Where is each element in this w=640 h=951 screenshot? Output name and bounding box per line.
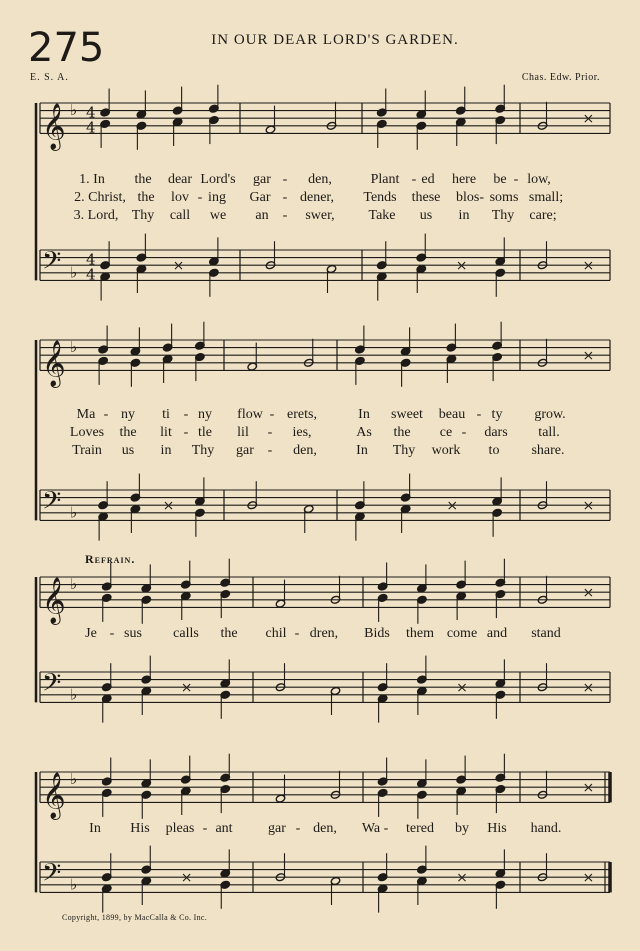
- quarter-rest-icon: ×: [446, 497, 459, 514]
- syllable: these: [411, 190, 441, 205]
- syllable: Je: [85, 626, 97, 641]
- flat-sign: ♭: [70, 575, 78, 594]
- syllable: -: [294, 626, 300, 641]
- syllable: an: [255, 208, 269, 223]
- syllable: erets,: [287, 407, 317, 422]
- syllable: the: [393, 425, 411, 440]
- syllable: sus: [124, 626, 142, 641]
- quarter-rest-icon: ×: [172, 257, 185, 274]
- syllable: calls: [173, 626, 199, 641]
- treble-clef: 𝄞: [42, 577, 66, 624]
- syllable: ny: [198, 407, 212, 422]
- syllable: In: [89, 821, 101, 836]
- syllable: ing: [208, 190, 226, 205]
- copyright-notice: Copyright, 1899, by MacCalla & Co. Inc.: [62, 913, 208, 922]
- syllable: dener,: [299, 190, 335, 205]
- syllable: the: [119, 425, 137, 440]
- quarter-rest-icon: ×: [582, 869, 595, 886]
- syllable: -: [183, 407, 189, 422]
- syllable: 3. Lord,: [73, 208, 119, 223]
- quarter-rest-icon: ×: [456, 679, 468, 696]
- syllable: -: [513, 172, 519, 187]
- syllable: here: [451, 172, 477, 187]
- syllable: -: [183, 425, 189, 440]
- syllable: -: [103, 407, 109, 422]
- syllable: blos-: [456, 190, 484, 205]
- quarter-rest-icon: ×: [582, 584, 595, 601]
- syllable: In: [358, 407, 370, 422]
- syllable: Thy: [491, 208, 515, 223]
- syllable: beau: [438, 407, 466, 422]
- syllable: -: [282, 172, 288, 187]
- syllable: lit: [160, 425, 172, 440]
- syllable: be: [493, 172, 507, 187]
- tune-attribution: E. S. A.: [30, 72, 69, 83]
- syllable: ny: [121, 407, 135, 422]
- syllable: care;: [529, 208, 557, 223]
- bass-clef: 𝄢: [42, 246, 62, 282]
- syllable: grow.: [534, 407, 566, 422]
- quarter-rest-icon: ×: [162, 497, 175, 514]
- quarter-rest-icon: ×: [582, 779, 595, 796]
- quarter-rest-icon: ×: [180, 869, 193, 886]
- flat-sign: ♭: [70, 101, 78, 120]
- syllable: Plant: [370, 172, 400, 187]
- syllable: Loves: [69, 425, 105, 440]
- flat-sign: ♭: [70, 503, 78, 522]
- time-sig-top: 4: [86, 250, 96, 269]
- syllable: Train: [72, 443, 102, 458]
- syllable: ies,: [292, 425, 312, 440]
- treble-clef: 𝄞: [42, 340, 66, 387]
- syllable: Thy: [131, 208, 155, 223]
- quarter-rest-icon: ×: [582, 257, 595, 274]
- syllable: -: [476, 407, 482, 422]
- syllable: them: [406, 626, 434, 641]
- syllable: His: [487, 821, 507, 836]
- syllable: -: [383, 821, 389, 836]
- syllable: -: [267, 443, 273, 458]
- syllable: dear: [167, 172, 193, 187]
- syllable: dars: [484, 425, 508, 440]
- syllable: gar: [236, 443, 254, 458]
- refrain-label: Refrain.: [85, 552, 136, 566]
- syllable: tle: [198, 425, 212, 440]
- syllable: small;: [528, 190, 564, 205]
- syllable: Lord's: [200, 172, 236, 187]
- syllable: His: [130, 821, 150, 836]
- syllable: ed: [421, 172, 435, 187]
- syllable: swer,: [305, 208, 335, 223]
- syllable: -: [202, 821, 208, 836]
- syllable: Gar: [249, 190, 271, 205]
- treble-clef: 𝄞: [42, 103, 66, 150]
- quarter-rest-icon: ×: [180, 679, 193, 696]
- syllable: -: [109, 626, 115, 641]
- syllable: 1. In: [79, 172, 105, 187]
- syllable: -: [282, 190, 288, 205]
- syllable: -: [282, 208, 288, 223]
- syllable: gar: [268, 821, 286, 836]
- syllable: lov: [171, 190, 189, 205]
- quarter-rest-icon: ×: [582, 347, 595, 364]
- syllable: -: [295, 821, 301, 836]
- syllable: stand: [531, 626, 561, 641]
- syllable: flow: [237, 407, 263, 422]
- flat-sign: ♭: [70, 685, 78, 704]
- syllable: low,: [527, 172, 551, 187]
- syllable: the: [134, 172, 152, 187]
- syllable: Thy: [191, 443, 215, 458]
- syllable: As: [356, 425, 372, 440]
- syllable: 2. Christ,: [74, 190, 126, 205]
- syllable: ce: [439, 425, 453, 440]
- syllable: work: [431, 443, 461, 458]
- syllable: Tends: [363, 190, 397, 205]
- syllable: lil: [237, 425, 249, 440]
- syllable: -: [197, 190, 203, 205]
- quarter-rest-icon: ×: [582, 679, 595, 696]
- treble-clef: 𝄞: [42, 772, 66, 819]
- composer-attribution: Chas. Edw. Prior.: [521, 72, 600, 83]
- syllable: Thy: [392, 443, 416, 458]
- syllable: the: [220, 626, 238, 641]
- syllable: us: [121, 443, 135, 458]
- syllable: Bids: [364, 626, 390, 641]
- time-sig-bottom: 4: [86, 118, 96, 137]
- syllable: ty: [491, 407, 503, 422]
- syllable: den,: [313, 821, 337, 836]
- syllable: share.: [531, 443, 565, 458]
- time-sig-bottom: 4: [86, 265, 96, 284]
- quarter-rest-icon: ×: [582, 110, 595, 127]
- syllable: -: [411, 172, 417, 187]
- quarter-rest-icon: ×: [455, 257, 468, 274]
- syllable: us: [419, 208, 433, 223]
- syllable: in: [160, 443, 172, 458]
- syllable: tered: [406, 821, 434, 836]
- syllable: soms: [489, 190, 519, 205]
- syllable: hand.: [530, 821, 562, 836]
- syllable: and: [486, 626, 508, 641]
- hymn-number: 275: [28, 25, 105, 71]
- syllable: chil: [265, 626, 287, 641]
- syllable: In: [356, 443, 368, 458]
- syllable: dren,: [309, 626, 339, 641]
- time-sig-top: 4: [86, 103, 96, 122]
- syllable: gar: [253, 172, 271, 187]
- hymn-title: IN OUR DEAR LORD'S GARDEN.: [211, 32, 459, 48]
- flat-sign: ♭: [70, 875, 78, 894]
- syllable: Take: [368, 208, 396, 223]
- bass-clef: 𝄢: [42, 858, 62, 894]
- syllable: den,: [308, 172, 332, 187]
- bass-clef: 𝄢: [42, 668, 62, 704]
- syllable: -: [269, 407, 275, 422]
- syllable: ant: [215, 821, 233, 836]
- flat-sign: ♭: [70, 338, 78, 357]
- flat-sign: ♭: [70, 263, 78, 282]
- syllable: to: [488, 443, 500, 458]
- syllable: den,: [293, 443, 317, 458]
- syllable: -: [461, 425, 467, 440]
- syllable: Ma: [76, 407, 96, 422]
- quarter-rest-icon: ×: [456, 869, 468, 886]
- bass-clef: 𝄢: [42, 486, 62, 522]
- syllable: by: [455, 821, 469, 836]
- syllable: sweet: [391, 407, 423, 422]
- syllable: the: [137, 190, 155, 205]
- syllable: tall.: [538, 425, 560, 440]
- syllable: call: [169, 208, 191, 223]
- syllable: Wa: [361, 821, 381, 836]
- syllable: in: [458, 208, 470, 223]
- syllable: -: [267, 425, 273, 440]
- flat-sign: ♭: [70, 770, 78, 789]
- syllable: pleas: [165, 821, 195, 836]
- syllable: come: [446, 626, 478, 641]
- syllable: we: [209, 208, 227, 223]
- quarter-rest-icon: ×: [582, 497, 595, 514]
- syllable: ti: [162, 407, 170, 422]
